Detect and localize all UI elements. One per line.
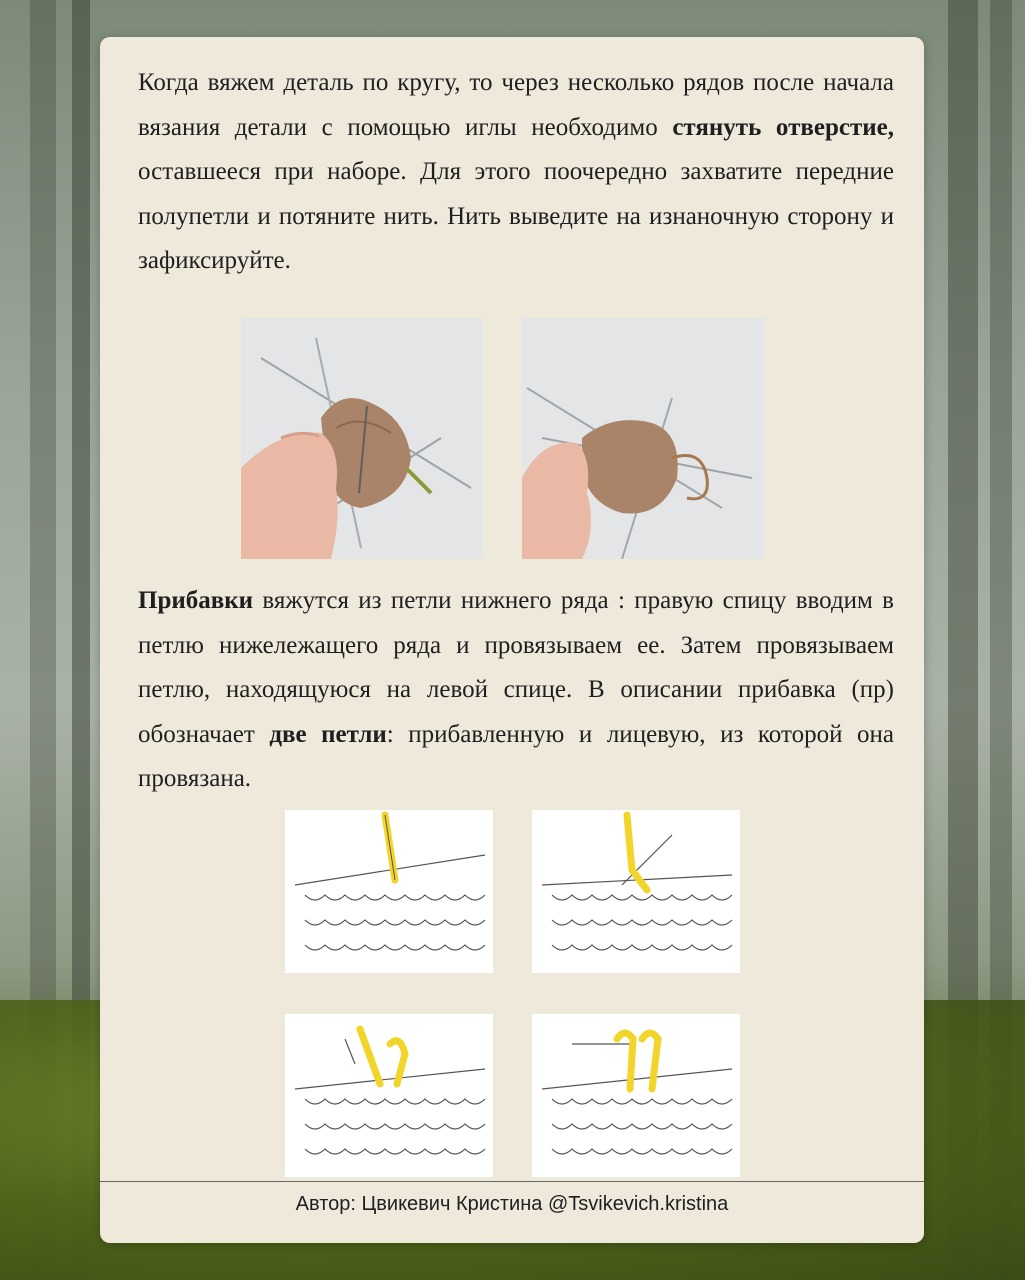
diagram-increase-step-4 [532, 1014, 740, 1177]
diagram-increase-step-3 [285, 1014, 493, 1177]
footer-divider [100, 1181, 924, 1182]
paragraph-increases: Прибавки вяжутся из петли нижнего ряда : правую спицу вводим в петлю нижележащего ряда и провязываем ее. Затем провязываем петлю, находящуюся на левой спице. В описании прибавка (пр) обозначает две петли: прибавленную и лицевую, из которой она провязана. [138, 587, 894, 792]
author-credit: Автор: Цвикевич Кристина @Tsvikevich.kristina [295, 1193, 729, 1215]
content-card [100, 37, 924, 1243]
photo-pulling-thread-1 [241, 318, 483, 559]
diagram-increase-step-2 [532, 810, 740, 973]
diagram-increase-step-1 [285, 810, 493, 973]
photo-pulling-thread-2 [522, 318, 764, 559]
paragraph-closing-hole: Когда вяжем деталь по кругу, то через несколько рядов после начала вязания детали с помощью иглы необходимо стянуть отверстие, оставшееся при наборе. Для этого поочередно захватите передние полупетли и потяните нить. Нить выведите на изнаночную сторону и зафиксируйте. [138, 69, 894, 274]
